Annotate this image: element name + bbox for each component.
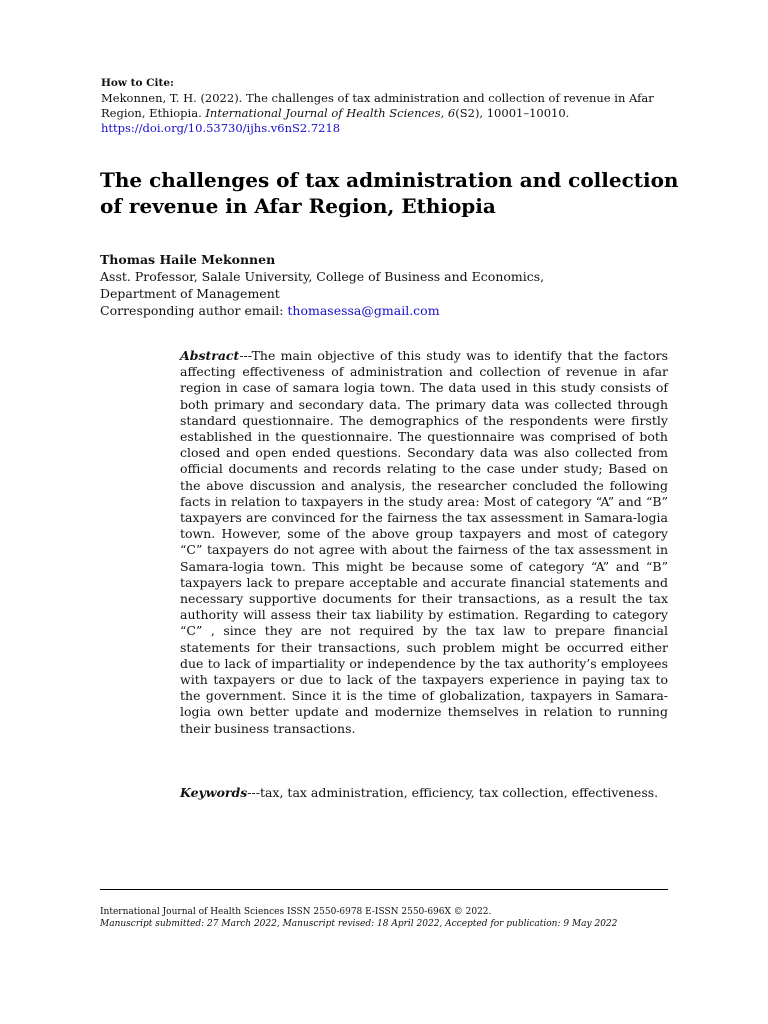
author-affiliation-line-2: Department of Management — [100, 286, 280, 301]
abstract-text: The main objective of this study was to identify that the factors affecting effectiveness of administration and collection of revenue in afar region in case of samara logia town. The data used in this study consists of both primary and secondary data. The primary data was collected through standard questionnaire. The demographics of the respondents were firstly established in the questionnaire. The questionnaire was comprised of both closed and open ended questions. Secondary data was also collected from official documents and records relating to the case under study; Based on the above discussion and analysis, the researcher concluded the following facts in relation to taxpayers in the study area: Most of category “A” and “B” taxpayers are convinced for the fairness the tax assessment in Samara-logia town. However, some of the above group taxpayers and most of category “C” taxpayers do not agree with about the fairness of the tax assessment in Samara-logia town. This might be because some of category “A” and “B” taxpayers lack to prepare acceptable and accurate financial statements and necessary supportive documents for their transactions, as a result the tax authority will assess their tax liability by estimation. Regarding to category “C” , since they are not required by the tax law to prepare financial statements for their transactions, such problem might be occurred either due to lack of impartiality or independence by the tax authority’s employees with taxpayers or due to lack of the taxpayers experience in paying tax to the government. Since it is the time of globalization, taxpayers in Samara-logia own better update and modernize themselves in relation to running their business transactions. — [180, 348, 668, 736]
author-name: Thomas Haile Mekonnen — [100, 252, 276, 267]
keywords-separator: --- — [247, 785, 260, 800]
page-footer — [100, 906, 700, 930]
keywords-paragraph — [180, 785, 668, 801]
keywords-text: tax, tax administration, efficiency, tax collection, effectiveness. — [259, 785, 659, 800]
citation-issue-pages: (S2), 10001–10010. — [455, 106, 570, 120]
doi-link[interactable]: https://doi.org/10.53730/ijhs.v6nS2.7218 — [101, 121, 341, 135]
footer-dates-line: Manuscript submitted: 27 March 2022, Manuscript revised: 18 April 2022, Accepted for publication: 9 May 2022 — [100, 919, 618, 929]
how-to-cite-label: How to Cite: — [101, 77, 174, 89]
abstract-separator: --- — [239, 348, 252, 363]
author-affiliation-line-1: Asst. Professor, Salale University, College of Business and Economics, — [100, 269, 545, 284]
author-email-link[interactable]: thomasessa@gmail.com — [287, 303, 440, 318]
how-to-cite-block — [101, 76, 671, 136]
citation-reference — [101, 91, 671, 121]
footer-journal-line: International Journal of Health Sciences ISSN 2550-6978 E-ISSN 2550-696X © 2022. — [100, 907, 492, 917]
citation-main-text: Mekonnen, T. H. (2022). The challenges of tax administration and collection of revenue in Afar Region, Ethiopia. — [101, 91, 654, 120]
keywords-heading: Keywords — [180, 785, 248, 800]
email-label: Corresponding author email: — [100, 303, 288, 318]
corresponding-email-line — [100, 302, 680, 319]
paper-title: The challenges of tax administration and collection of revenue in Afar Region, Ethiopia — [100, 168, 679, 218]
citation-journal: International Journal of Health Sciences, 6 — [205, 106, 456, 120]
author-block — [100, 251, 680, 319]
abstract-paragraph — [180, 348, 668, 737]
footer-divider — [100, 889, 668, 890]
abstract-heading: Abstract — [180, 348, 240, 363]
